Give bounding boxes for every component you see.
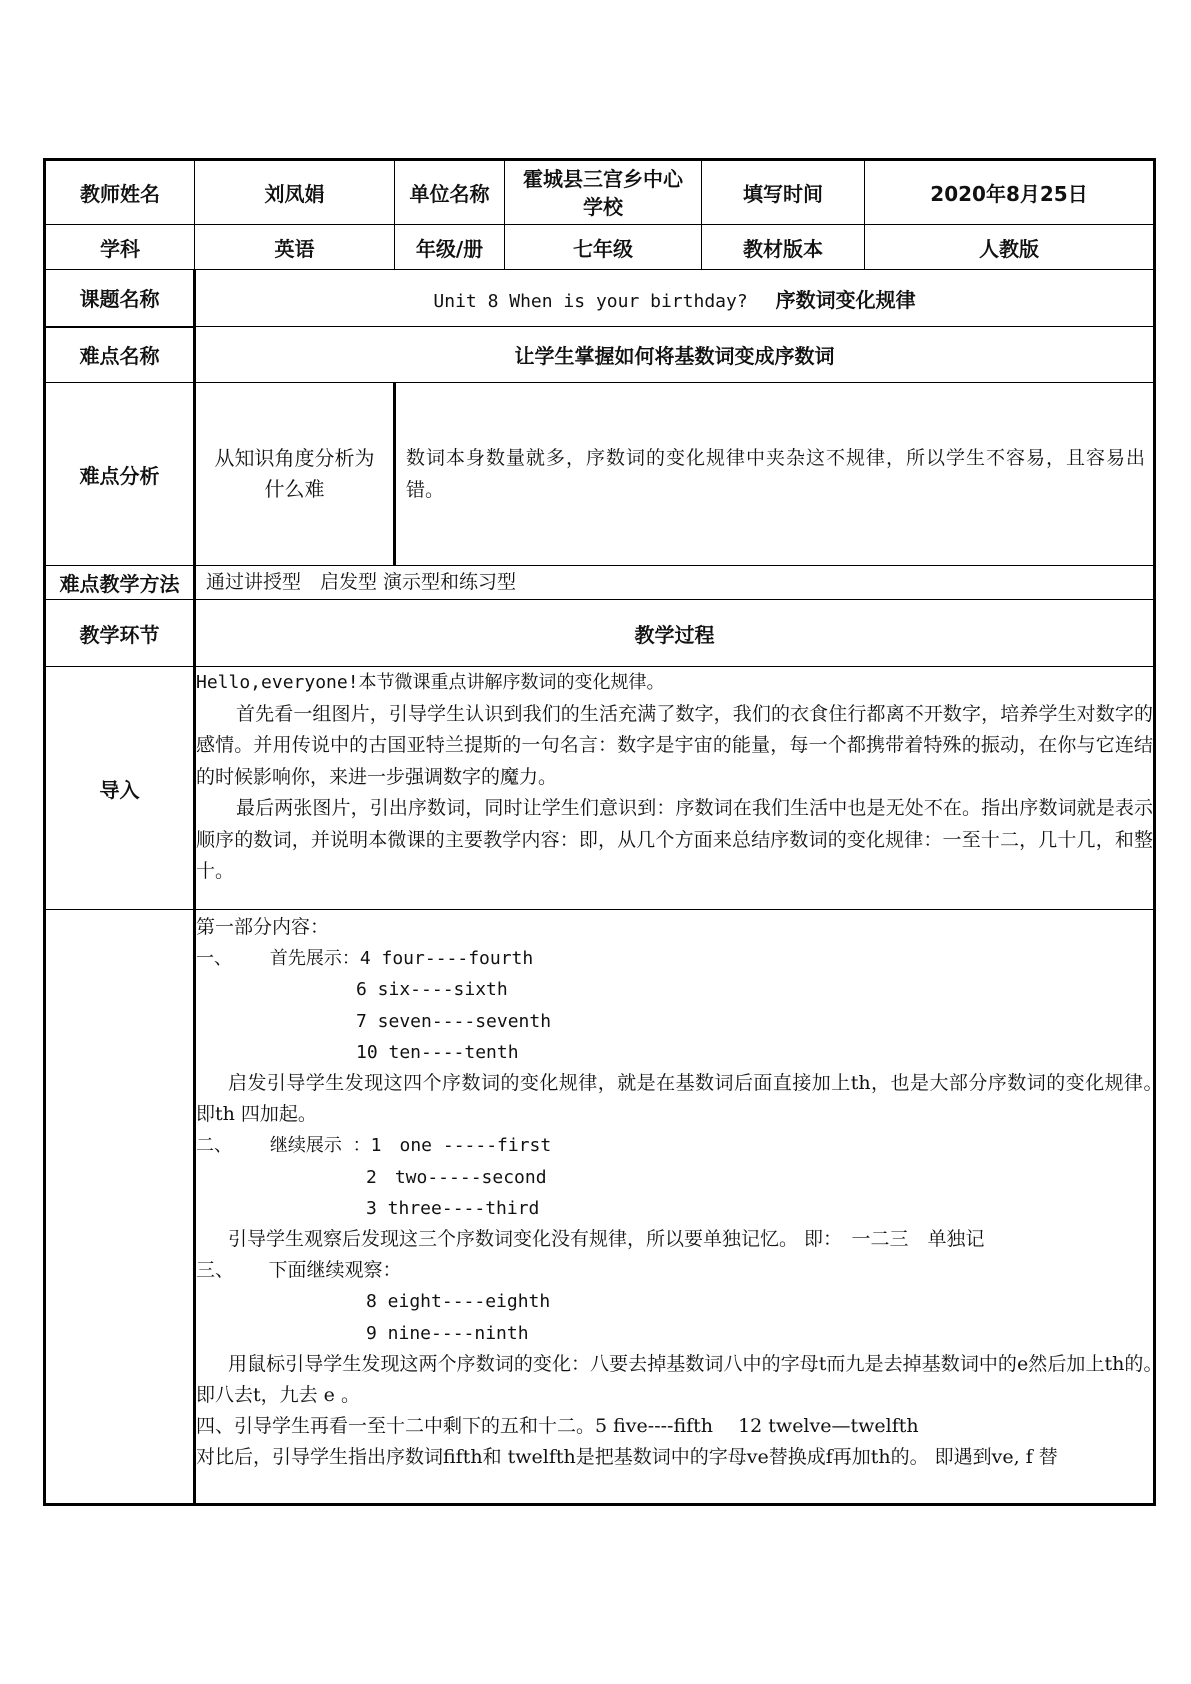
part1-content: [195, 910, 1179, 1505]
analysis-row: [45, 383, 1155, 566]
fill-date-label: 填写时间: [702, 160, 865, 225]
section1-line-six: 6 six----sixth: [356, 979, 508, 1001]
intro-content: [195, 667, 1155, 910]
topic-value-zh: 序数词变化规律: [775, 287, 916, 312]
subject-value: 英语: [195, 225, 395, 270]
section1-heading: 一、 首先展示：4 four----fourth: [196, 948, 534, 970]
method-row: [45, 566, 1155, 600]
section1-line-seven: 7 seven----seventh: [356, 1010, 552, 1032]
intro-greeting-text: Hello,everyone!本节微课重点讲解序数词的变化规律。: [196, 672, 665, 693]
lesson-plan-table: [43, 158, 1179, 1506]
teacher-name-label: 教师姓名: [45, 160, 195, 225]
edition-label: 教材版本: [702, 225, 865, 270]
section4-explanation: 对比后，引导学生指出序数词fifth和 twelfth是把基数词中的字母ve替换成f再加th的。 即遇到ve, f 替: [196, 1446, 1058, 1469]
section2-heading: 二、 继续展示 ：1 one -----first: [196, 1135, 552, 1157]
topic-row: [45, 270, 1155, 327]
process-header-row: [45, 600, 1155, 667]
difficulty-row: [45, 327, 1155, 383]
intro-greeting: [196, 667, 1153, 699]
section2-line-two: 2 two-----second: [366, 1166, 547, 1188]
section1-line-ten: 10 ten----tenth: [356, 1041, 519, 1063]
section3-heading: 三、 下面继续观察：: [196, 1259, 402, 1282]
part1-row: [45, 910, 1155, 1505]
section2-explanation: 引导学生观察后发现这三个序数词变化没有规律，所以要单独记忆。 即： 一二三 单独记: [228, 1228, 985, 1251]
unit-name-label: 单位名称: [395, 160, 505, 225]
section2-line-three: 3 three----third: [366, 1197, 540, 1219]
difficulty-value: 让学生掌握如何将基数词变成序数词: [195, 327, 1155, 383]
section3-line-eight: 8 eight----eighth: [366, 1291, 551, 1313]
section3-line-nine: 9 nine----ninth: [366, 1322, 529, 1344]
teacher-name-value: 刘凤娟: [195, 160, 395, 225]
grade-label: 年级/册: [395, 225, 505, 270]
analysis-text: 数词本身数量就多，序数词的变化规律中夹杂这不规律，所以学生不容易，且容易出错。: [395, 383, 1155, 566]
section1-explanation: 启发引导学生发现这四个序数词的变化规律，就是在基数词后面直接加上th，也是大部分序数词的变化规律。 即th 四加起。: [196, 1072, 1179, 1126]
difficulty-label: 难点名称: [45, 327, 195, 383]
edition-value: 人教版: [865, 225, 1155, 270]
method-label: 难点教学方法: [45, 566, 195, 600]
intro-row: [45, 667, 1155, 910]
section3-explanation: 用鼠标引导学生发现这两个序数词的变化：八要去掉基数词八中的字母t而九是去掉基数词中的e然后加上th的。 即八去t，九去 e 。: [196, 1352, 1173, 1407]
part1-label-cell: [45, 910, 195, 1505]
info-row-1: [45, 160, 1155, 225]
info-row-2: [45, 225, 1155, 270]
section4-heading: 四、引导学生再看一至十二中剩下的五和十二。5 five----fifth 12 twelve—twelfth: [196, 1415, 919, 1438]
subject-label: 学科: [45, 225, 195, 270]
topic-label: 课题名称: [45, 270, 195, 327]
analysis-sub-label: 从知识角度分析为什么难: [195, 383, 395, 566]
grade-value: 七年级: [505, 225, 702, 270]
topic-value-en: Unit 8 When is your birthday?: [433, 290, 748, 312]
part1-title: 第一部分内容：: [196, 916, 330, 938]
fill-date-value: 2020年8月25日: [865, 160, 1155, 225]
intro-label: 导入: [45, 667, 195, 910]
process-header-value: 教学过程: [195, 600, 1155, 667]
intro-paragraph-2: 最后两张图片，引出序数词，同时让学生们意识到：序数词在我们生活中也是无处不在。指出序数词就是表示顺序的数词，并说明本微课的主要教学内容：即，从几个方面来总结序数词的变化规律：一至十二，几十几，和整十。: [196, 797, 1153, 882]
process-step-label: 教学环节: [45, 600, 195, 667]
intro-paragraph-1: 首先看一组图片，引导学生认识到我们的生活充满了数字，我们的衣食住行都离不开数字，培养学生对数字的感情。并用传说中的古国亚特兰提斯的一句名言：数字是宇宙的能量，每一个都携带着特殊的振动，在你与它连结的时候影响你，来进一步强调数字的魔力。: [196, 702, 1153, 788]
method-value: 通过讲授型 启发型 演示型和练习型: [195, 566, 1155, 600]
unit-name-value: 霍城县三宫乡中心学校: [505, 160, 702, 225]
analysis-label: 难点分析: [45, 383, 195, 566]
topic-value: [195, 270, 1155, 327]
